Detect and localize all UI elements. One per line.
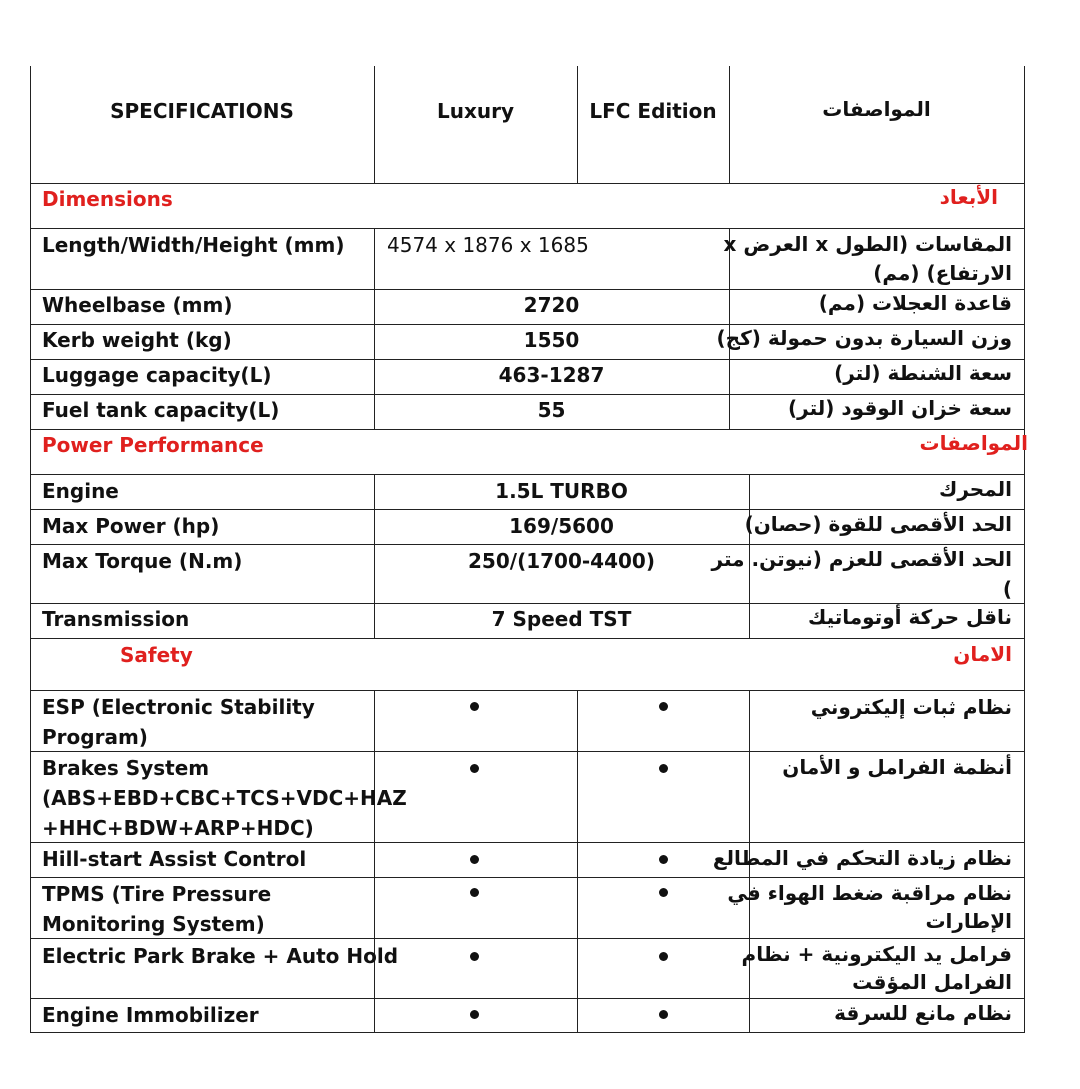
bullet-icon <box>470 855 479 864</box>
row-ar-engine: المحرك <box>939 477 1012 501</box>
row-label-wheelbase: Wheelbase (mm) <box>42 293 233 317</box>
section-title-safety: Safety <box>120 643 193 667</box>
row-ar-dimensions-1: المقاسات (الطول x العرض x <box>723 232 1012 256</box>
bullet-icon <box>659 702 668 711</box>
row-value-dimensions: 4574 x 1876 x 1685 <box>387 233 589 257</box>
row-label-tpms-2: Monitoring System) <box>42 912 265 936</box>
row-value-wheelbase: 2720 <box>523 293 580 317</box>
row-ar-kerb-weight: وزن السيارة بدون حمولة (كج) <box>716 326 1012 350</box>
row-label-immobilizer: Engine Immobilizer <box>42 1003 259 1027</box>
row-ar-hill-start: نظام زيادة التحكم في المطالع <box>712 846 1012 870</box>
row-label-brakes-2: (ABS+EBD+CBC+TCS+VDC+HAZ <box>42 786 407 810</box>
table-border-right <box>1024 66 1025 1033</box>
row-ar-immobilizer: نظام مانع للسرقة <box>834 1001 1012 1025</box>
row-label-dimensions: Length/Width/Height (mm) <box>42 233 345 257</box>
row-value-luggage: 463-1287 <box>498 363 605 387</box>
row-ar-wheelbase: قاعدة العجلات (مم) <box>818 291 1012 315</box>
row-value-max-torque: 250/(1700-4400) <box>468 549 655 573</box>
row-label-engine: Engine <box>42 479 119 503</box>
row-ar-brakes: أنظمة الفرامل و الأمان <box>782 755 1012 779</box>
bullet-icon <box>470 702 479 711</box>
row-ar-dimensions-2: الارتفاع) (مم) <box>873 261 1012 285</box>
row-label-hill-start: Hill-start Assist Control <box>42 847 307 871</box>
row-label-transmission: Transmission <box>42 607 190 631</box>
row-ar-max-torque-2: ) <box>1002 577 1012 601</box>
row-value-fuel-tank: 55 <box>537 398 566 422</box>
bullet-icon <box>659 1010 668 1019</box>
row-value-kerb-weight: 1550 <box>523 328 580 352</box>
row-ar-max-power: الحد الأقصى للقوة (حصان) <box>744 512 1012 536</box>
row-ar-esp: نظام ثبات إليكتروني <box>810 695 1012 719</box>
row-ar-fuel-tank: سعة خزان الوقود (لتر) <box>788 396 1012 420</box>
row-value-transmission: 7 Speed TST <box>491 607 632 631</box>
section-title-power-ar: المواصفات <box>919 431 1028 455</box>
row-value-max-power: 169/5600 <box>509 514 614 538</box>
bullet-icon <box>470 764 479 773</box>
row-label-fuel-tank: Fuel tank capacity(L) <box>42 398 280 422</box>
section-title-safety-ar: الامان <box>953 642 1012 666</box>
row-ar-max-torque-1: الحد الأقصى للعزم (نيوتن. متر <box>711 547 1012 571</box>
bullet-icon <box>470 952 479 961</box>
bullet-icon <box>659 888 668 897</box>
header-lfc-edition: LFC Edition <box>589 99 717 123</box>
row-label-max-torque: Max Torque (N.m) <box>42 549 243 573</box>
section-title-power: Power Performance <box>42 433 264 457</box>
row-label-luggage: Luggage capacity(L) <box>42 363 272 387</box>
row-value-engine: 1.5L TURBO <box>495 479 628 503</box>
row-label-esp-1: ESP (Electronic Stability <box>42 695 315 719</box>
row-ar-luggage: سعة الشنطة (لتر) <box>834 361 1012 385</box>
row-label-park-brake: Electric Park Brake + Auto Hold <box>42 944 399 968</box>
row-label-esp-2: Program) <box>42 725 148 749</box>
row-label-brakes-3: +HHC+BDW+ARP+HDC) <box>42 816 314 840</box>
bullet-icon <box>659 764 668 773</box>
section-title-dimensions: Dimensions <box>42 187 173 211</box>
bullet-icon <box>470 1010 479 1019</box>
header-arabic: المواصفات <box>822 97 931 121</box>
row-ar-tpms-2: الإطارات <box>925 909 1012 933</box>
row-label-kerb-weight: Kerb weight (kg) <box>42 328 232 352</box>
row-ar-tpms-1: نظام مراقبة ضغط الهواء في <box>727 881 1012 905</box>
row-ar-park-brake-2: الفرامل المؤقت <box>852 970 1012 994</box>
row-label-max-power: Max Power (hp) <box>42 514 220 538</box>
row-label-tpms-1: TPMS (Tire Pressure <box>42 882 272 906</box>
row-ar-park-brake-1: فرامل يد اليكترونية + نظام <box>741 942 1012 966</box>
row-label-brakes-1: Brakes System <box>42 756 210 780</box>
header-luxury: Luxury <box>436 99 515 123</box>
header-specifications: SPECIFICATIONS <box>110 99 294 123</box>
bullet-icon <box>659 952 668 961</box>
bullet-icon <box>659 855 668 864</box>
section-title-dimensions-ar: الأبعاد <box>939 185 998 209</box>
bullet-icon <box>470 888 479 897</box>
table-border-left <box>30 66 31 1033</box>
row-ar-transmission: ناقل حركة أوتوماتيك <box>807 605 1012 629</box>
